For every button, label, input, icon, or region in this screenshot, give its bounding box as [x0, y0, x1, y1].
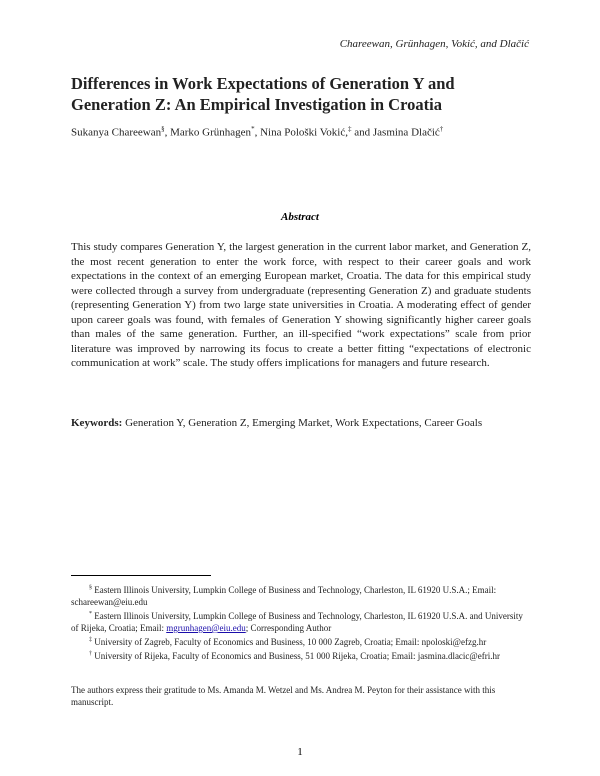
author-mark: ‡: [347, 125, 352, 133]
footnotes: [71, 582, 531, 662]
author-separator: ,: [254, 126, 261, 139]
author-separator: and: [351, 126, 373, 139]
author-name: Jasmina Dlačić: [372, 126, 440, 139]
abstract-body: This study compares Generation Y, the largest generation in the current labor market, and Generation Z, the most recent generation to enter the work force, with respect to their career goals and work expectations in the context of an emerging European market, Croatia. The data for this empirical study were collected through a survey from undergraduate (representing Generation Z) and graduate students (representing Generation Y) from two large state universities in Croatia. A moderating effect of gender upon career goals was found, with females of Generation Y showing significantly higher career goals than males of the same generation. Further, an ill-specified “work expectations” scale from prior literature was improved by narrowing its focus to create a better fitting “expectations of electronic communication at work” scale. The study offers implications for managers and future research.: [71, 241, 531, 369]
footnote-mark: §: [89, 585, 92, 591]
acknowledgement: The authors express their gratitude to Ms. Amanda M. Wetzel and Ms. Andrea M. Peyton for their assistance with this manuscript.: [71, 685, 496, 707]
footnote-mark: †: [89, 651, 92, 657]
author-list: [71, 125, 531, 139]
footnote-mark: ‡: [89, 637, 92, 643]
footnote: [71, 582, 531, 608]
running-head: Chareewan, Grünhagen, Vokić, and Dlačić: [339, 38, 529, 50]
footnote-text: University of Zagreb, Faculty of Economics and Business, 10 000 Zagreb, Croatia; Email: npoloski@efzg.hr: [92, 637, 487, 647]
email-link[interactable]: mgrunhagen@eiu.edu: [166, 623, 246, 633]
author-separator: ,: [164, 126, 171, 139]
footnote-text: ; Corresponding Author: [245, 623, 332, 633]
page-number: 1: [297, 746, 303, 758]
author-name: Nina Pološki Vokić,: [260, 126, 348, 139]
author-name: Marko Grünhagen: [170, 126, 252, 139]
footnote: [71, 648, 531, 662]
author-mark: *: [251, 125, 255, 133]
footnote-text: Eastern Illinois University, Lumpkin College of Business and Technology, Charleston, IL 61920 U.S.A. and University of Rijeka, Croatia; Email:: [71, 611, 523, 633]
keywords-label: Keywords:: [71, 417, 123, 429]
author-name: Sukanya Chareewan: [71, 126, 162, 139]
keywords-text: Generation Y, Generation Z, Emerging Market, Work Expectations, Career Goals: [122, 417, 483, 429]
footnote-text: University of Rijeka, Faculty of Economics and Business, 51 000 Rijeka, Croatia; Email: jasmina.dlacic@efri.hr: [92, 651, 500, 661]
footnote-divider: [71, 575, 211, 576]
keywords-line: [71, 417, 541, 429]
footnote: [71, 608, 531, 634]
paper-title: Differences in Work Expectations of Generation Y and Generation Z: An Empirical Investigation in Croatia: [71, 74, 455, 114]
author-mark: †: [439, 125, 444, 133]
footnote: [71, 634, 531, 648]
abstract-heading: Abstract: [281, 211, 319, 223]
footnote-mark: *: [89, 611, 92, 617]
footnote-text: Eastern Illinois University, Lumpkin College of Business and Technology, Charleston, IL 61920 U.S.A.; Email: schareewan@eiu.edu: [71, 585, 497, 607]
author-mark: §: [161, 125, 165, 133]
